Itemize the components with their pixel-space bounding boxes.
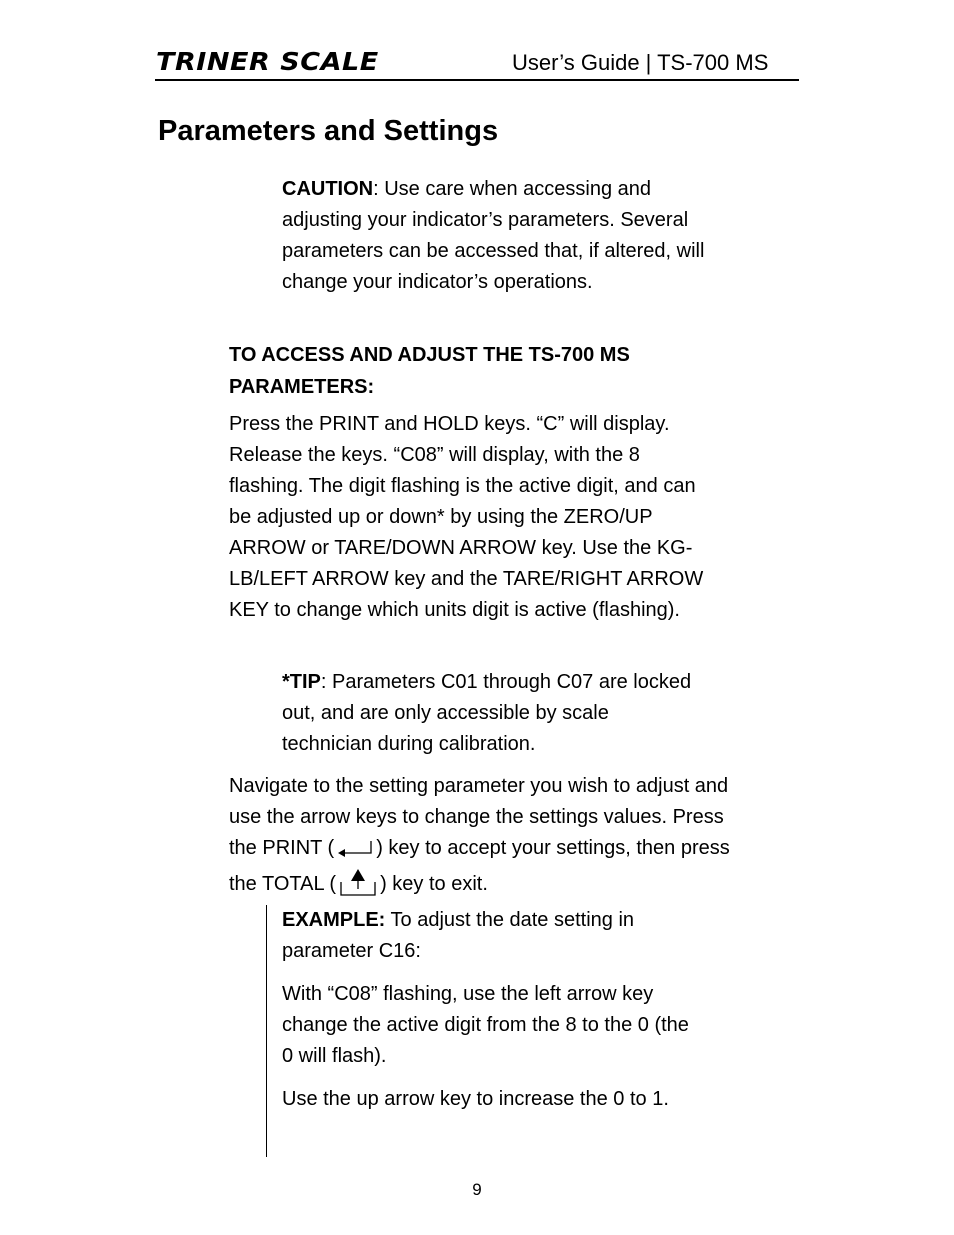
tip-text: : Parameters C01 through C07 are locked out, and are only accessible by scale technician during calibration. bbox=[282, 671, 692, 755]
example-step-1: With “C08” flashing, use the left arrow key change the active digit from the 8 to the 0 (the 0 will flash). bbox=[282, 983, 689, 1067]
tip-note bbox=[282, 667, 702, 760]
example-step-2: Use the up arrow key to increase the 0 to 1. bbox=[282, 1088, 669, 1110]
navigate-paragraph bbox=[229, 771, 749, 904]
navigate-text-2: ) key to accept your settings, then press the TOTAL ( bbox=[229, 837, 730, 895]
page-number: 9 bbox=[472, 1180, 482, 1199]
total-key-icon bbox=[338, 868, 378, 904]
enter-key-icon bbox=[336, 837, 374, 868]
navigate-text-1: Navigate to the setting parameter you wish to adjust and use the arrow keys to change the settings values. Press the PRINT ( bbox=[229, 775, 729, 859]
example-intro-text: To adjust the date setting in parameter C16: bbox=[282, 909, 635, 962]
caution-text: : Use care when accessing and adjusting your indicator’s parameters. Several parameters can be accessed that, if altered, will change your indicator’s operations. bbox=[282, 178, 705, 293]
example-sidebar-rule bbox=[266, 905, 267, 1157]
navigate-text-3: ) key to exit. bbox=[380, 873, 488, 895]
example-intro bbox=[282, 905, 702, 967]
caution-note bbox=[282, 174, 712, 298]
access-heading: TO ACCESS AND ADJUST THE TS-700 MS PARAMETERS: bbox=[229, 344, 630, 398]
example-label: EXAMPLE: bbox=[282, 909, 386, 931]
press-paragraph: Press the PRINT and HOLD keys. “C” will display. Release the keys. “C08” will display, with the 8 flashing. The digit flashing is the active digit, and can be adjusted up or down* by using the ZERO/UP ARROW or TARE/DOWN ARROW key. Use the KG-LB/LEFT ARROW key and the TARE/RIGHT ARROW KEY to change which units digit is active (flashing). bbox=[229, 413, 704, 621]
header-rule bbox=[155, 79, 799, 81]
caution-label: CAUTION bbox=[282, 178, 374, 200]
brand-logo: TRINER SCALE bbox=[156, 47, 379, 76]
tip-label: *TIP bbox=[282, 671, 321, 693]
guide-title: User’s Guide | TS-700 MS bbox=[512, 50, 769, 75]
page-title: Parameters and Settings bbox=[158, 115, 499, 147]
